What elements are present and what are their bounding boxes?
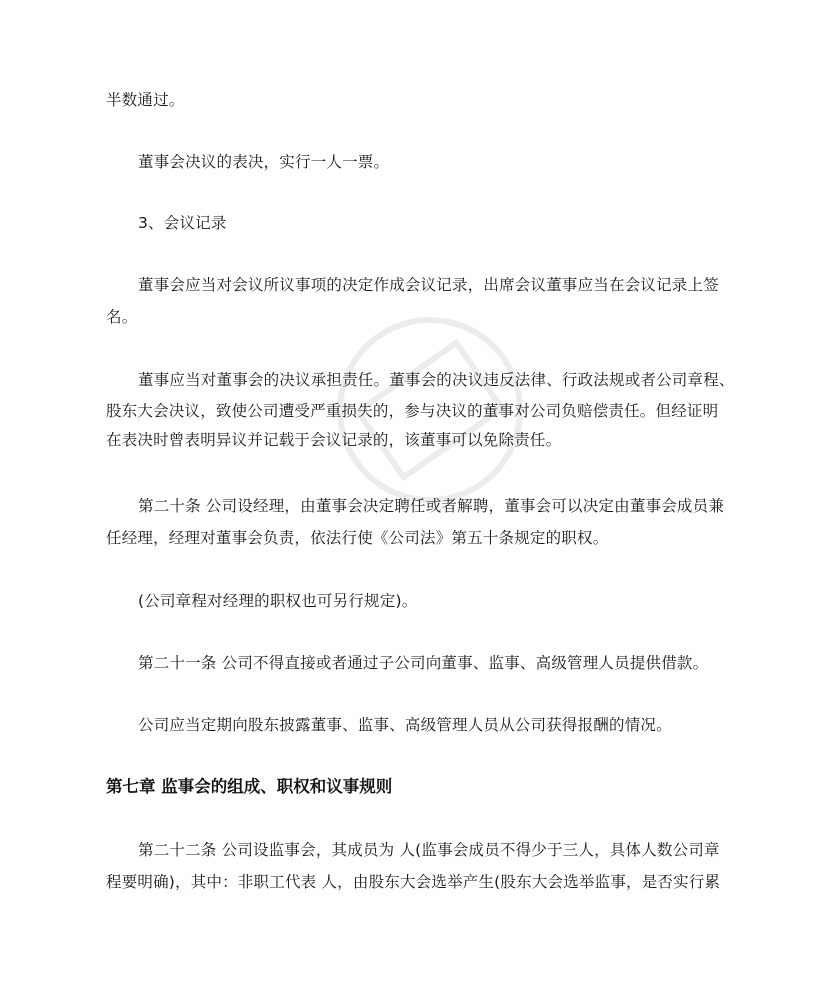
text-line: 董事应当对董事会的决议承担责任。董事会的决议违反法律、行政法规或者公司章程、 [138,371,735,389]
paragraph-continuation [106,86,726,115]
chapter-heading: 第七章 监事会的组成、职权和议事规则 [106,777,393,796]
text-line: 股东大会决议，致使公司遭受严重损失的，参与决议的董事对公司负赔偿责任。但经证明 [106,402,719,420]
paragraph-article-20-cont [106,524,726,553]
text-line: 名。 [106,308,138,326]
paragraph-disclosure [106,711,758,740]
text-line: 3、会议记录 [138,214,227,232]
section-meeting-records [106,209,758,238]
paragraph-vote-rule [106,148,758,177]
text-line: 董事会决议的表决，实行一人一票。 [138,153,390,171]
paragraph-records-cont [106,303,726,332]
text-line: 程要明确)，其中：非职工代表 人，由股东大会选举产生(股东大会选举监事，是否实行累 [106,873,721,891]
text-line: 在表决时曾表明异议并记载于会议记录的，该董事可以免除责任。 [106,431,562,449]
text-line: 董事会应当对会议所议事项的决定作成会议记录，出席会议董事应当在会议记录上签 [138,276,719,294]
text-line: 公司应当定期向股东披露董事、监事、高级管理人员从公司获得报酬的情况。 [138,716,672,734]
text-line: (公司章程对经理的职权也可另行规定)。 [138,592,418,610]
paragraph-manager-note [106,587,758,616]
paragraph-article-22-cont [106,868,726,897]
paragraph-director-liability [106,366,758,395]
paragraph-records [106,271,758,300]
paragraph-article-22 [106,836,758,865]
text-line: 半数通过。 [106,91,185,109]
paragraph-director-liability-cont [106,397,726,455]
text-line: 第二十一条 公司不得直接或者通过子公司向董事、监事、高级管理人员提供借款。 [138,654,709,672]
text-line: 第二十二条 公司设监事会，其成员为 人(监事会成员不得少于三人，具体人数公司章 [138,841,720,859]
paragraph-article-21 [106,649,758,678]
text-line: 任经理，经理对董事会负责，依法行使《公司法》第五十条规定的职权。 [106,529,609,547]
text-line: 第二十条 公司设经理，由董事会决定聘任或者解聘，董事会可以决定由董事会成员兼 [138,497,725,515]
paragraph-article-20 [106,492,758,521]
